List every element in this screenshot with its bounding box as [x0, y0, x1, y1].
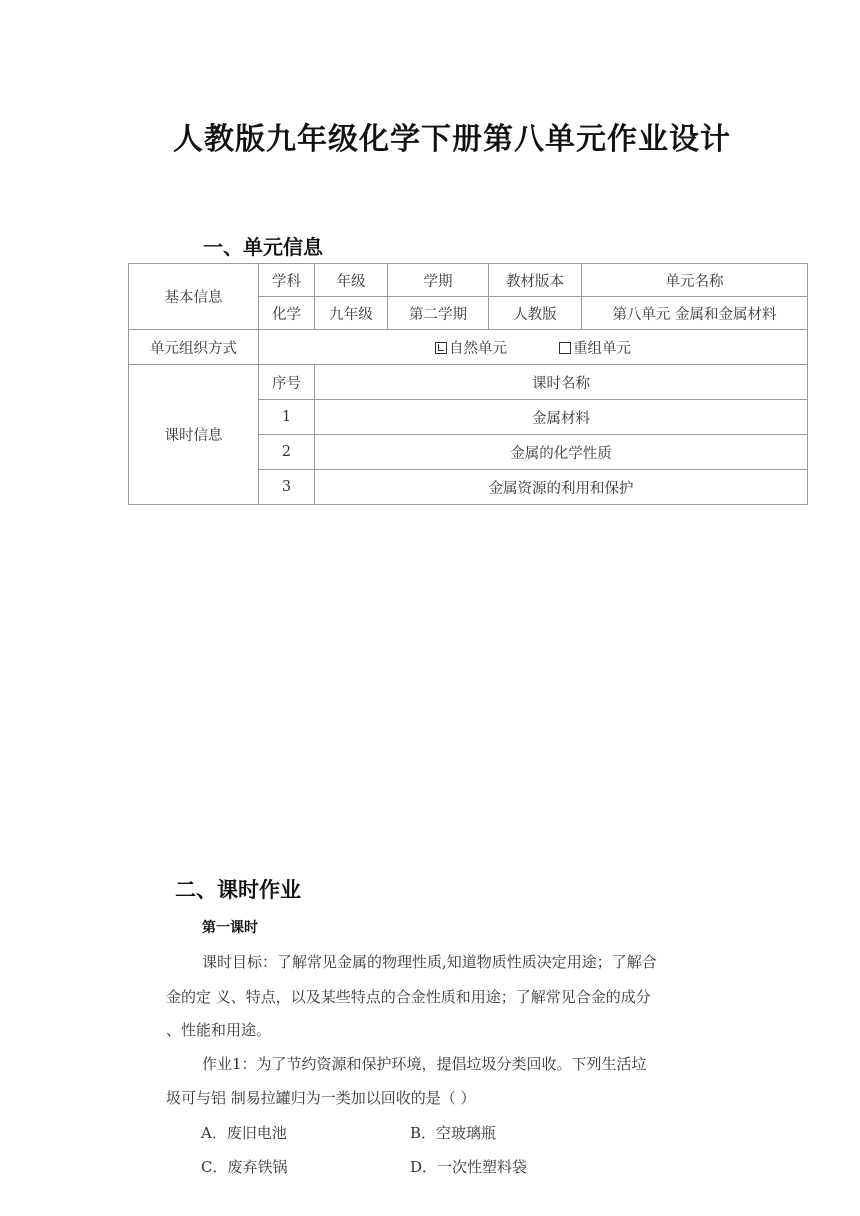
section-heading-unit-info: 一、单元信息	[203, 235, 323, 259]
header-cell: 年级	[315, 264, 388, 297]
lesson-1-heading: 第一课时	[202, 920, 258, 936]
lesson-info-label: 课时信息	[129, 365, 259, 505]
option-natural-unit: 自然单元	[449, 340, 507, 357]
header-cell: 教材版本	[489, 264, 582, 297]
objective-line: 课时目标：了解常见金属的物理性质,知道物质性质决定用途；了解合	[202, 953, 657, 971]
unchecked-box-icon[interactable]	[559, 342, 571, 354]
lesson-header-name: 课时名称	[315, 365, 808, 400]
option-regroup-unit: 重组单元	[573, 340, 631, 357]
lesson-no: 1	[259, 400, 315, 435]
option-a: A．废旧电池	[201, 1124, 287, 1142]
objective-line: 金的定 义、特点，以及某些特点的合金性质和用途；了解常见合金的成分	[166, 988, 651, 1006]
lesson-name: 金属材料	[315, 400, 808, 435]
homework-1-line: 圾可与铝 制易拉罐归为一类加以回收的是（ ）	[166, 1089, 476, 1107]
document-title: 人教版九年级化学下册第八单元作业设计	[173, 122, 731, 157]
value-cell: 第八单元 金属和金属材料	[582, 297, 808, 330]
lesson-no: 2	[259, 435, 315, 470]
organization-options	[259, 330, 808, 365]
option-c: C．废弃铁锅	[201, 1158, 288, 1176]
table-row	[129, 264, 808, 297]
value-cell: 人教版	[489, 297, 582, 330]
table-row	[129, 365, 808, 400]
option-d: D．一次性塑料袋	[410, 1158, 528, 1176]
basic-info-label: 基本信息	[129, 264, 259, 330]
option-b: B．空玻璃瓶	[410, 1124, 497, 1142]
table-row	[129, 330, 808, 365]
value-cell: 化学	[259, 297, 315, 330]
lesson-name: 金属资源的利用和保护	[315, 470, 808, 505]
homework-1-line: 作业1：为了节约资源和保护环境，提倡垃圾分类回收。下列生活垃	[202, 1055, 647, 1073]
checked-box-icon[interactable]	[435, 342, 447, 354]
objective-line: 、性能和用途。	[166, 1021, 272, 1039]
header-cell: 单元名称	[582, 264, 808, 297]
value-cell: 九年级	[315, 297, 388, 330]
organization-label: 单元组织方式	[129, 330, 259, 365]
lesson-no: 3	[259, 470, 315, 505]
lesson-header-no: 序号	[259, 365, 315, 400]
lesson-name: 金属的化学性质	[315, 435, 808, 470]
header-cell: 学科	[259, 264, 315, 297]
header-cell: 学期	[388, 264, 489, 297]
unit-info-table	[128, 263, 808, 505]
section-heading-homework: 二、课时作业	[175, 878, 301, 902]
value-cell: 第二学期	[388, 297, 489, 330]
